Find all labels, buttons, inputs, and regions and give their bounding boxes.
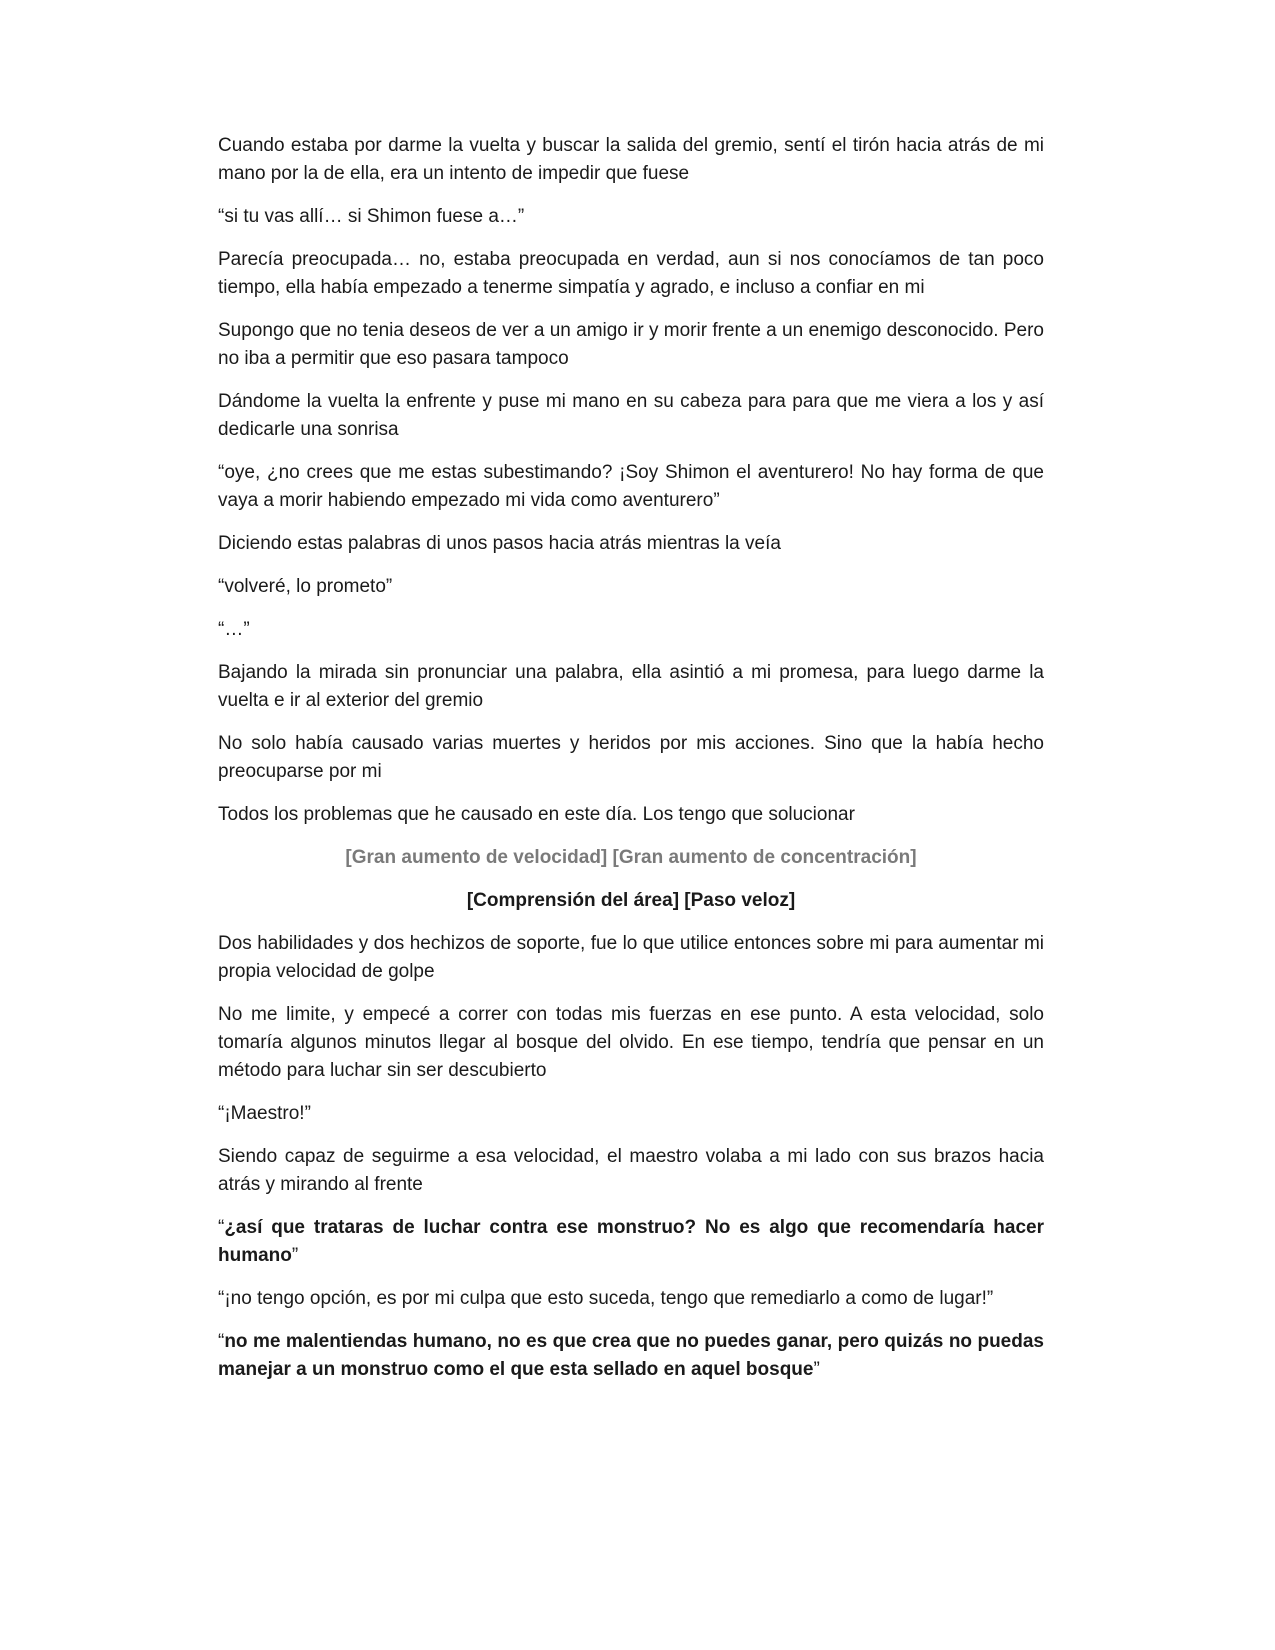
paragraph: Bajando la mirada sin pronunciar una palabra, ella asintió a mi promesa, para luego darme la vuelta e ir al exterior del gremio — [218, 662, 1044, 711]
dialogue-line: “¡no tengo opción, es por mi culpa que esto suceda, tengo que remediarlo a como de lugar!” — [218, 1288, 994, 1309]
open-quote: “ — [218, 1331, 225, 1352]
dialogue-line: “oye, ¿no crees que me estas subestimando? ¡Soy Shimon el aventurero! No hay forma de que vaya a morir habiendo empezado mi vida como aventurero” — [218, 462, 1044, 511]
paragraph: Dándome la vuelta la enfrente y puse mi mano en su cabeza para para que me viera a los y así dedicarle una sonrisa — [218, 391, 1044, 440]
bold-speech: ¿así que trataras de luchar contra ese monstruo? No es algo que recomendaría hacer humano — [218, 1217, 1044, 1266]
document-page — [218, 132, 1044, 1399]
dialogue-line: “…” — [218, 619, 250, 640]
dialogue-line-bold — [218, 1214, 1044, 1270]
dialogue-line: “¡Maestro!” — [218, 1103, 311, 1124]
paragraph: No me limite, y empecé a correr con todas mis fuerzas en ese punto. A esta velocidad, solo tomaría algunos minutos llegar al bosque del olvido. En ese tiempo, tendría que pensar en un método para luchar sin ser descubierto — [218, 1004, 1044, 1081]
close-quote: ” — [813, 1359, 820, 1380]
dialogue-line: “si tu vas allí… si Shimon fuese a…” — [218, 206, 525, 227]
paragraph: Todos los problemas que he causado en este día. Los tengo que solucionar — [218, 804, 855, 825]
paragraph: Parecía preocupada… no, estaba preocupada en verdad, aun si nos conocíamos de tan poco tiempo, ella había empezado a tenerme simpatía y agrado, e incluso a confiar en mi — [218, 249, 1044, 298]
bold-speech: no me malentiendas humano, no es que crea que no puedes ganar, pero quizás no puedas manejar a un monstruo como el que esta sellado en aquel bosque — [218, 1331, 1044, 1380]
paragraph: Cuando estaba por darme la vuelta y buscar la salida del gremio, sentí el tirón hacia atrás de mi mano por la de ella, era un intento de impedir que fuese — [218, 135, 1044, 184]
paragraph: Diciendo estas palabras di unos pasos hacia atrás mientras la veía — [218, 533, 781, 554]
paragraph: No solo había causado varias muertes y heridos por mis acciones. Sino que la había hecho preocuparse por mi — [218, 733, 1044, 782]
paragraph: Supongo que no tenia deseos de ver a un amigo ir y morir frente a un enemigo desconocido. Pero no iba a permitir que eso pasara tampoco — [218, 320, 1044, 369]
skill-line-support: [Gran aumento de velocidad] [Gran aumento de concentración] — [345, 847, 917, 868]
dialogue-line-bold — [218, 1328, 1044, 1384]
close-quote: ” — [291, 1245, 299, 1266]
skill-line-abilities: [Comprensión del área] [Paso veloz] — [466, 890, 796, 911]
open-quote: “ — [218, 1217, 225, 1238]
dialogue-line: “volveré, lo prometo” — [218, 576, 393, 597]
paragraph: Siendo capaz de seguirme a esa velocidad, el maestro volaba a mi lado con sus brazos hacia atrás y mirando al frente — [218, 1146, 1044, 1195]
paragraph: Dos habilidades y dos hechizos de soporte, fue lo que utilice entonces sobre mi para aumentar mi propia velocidad de golpe — [218, 933, 1044, 982]
